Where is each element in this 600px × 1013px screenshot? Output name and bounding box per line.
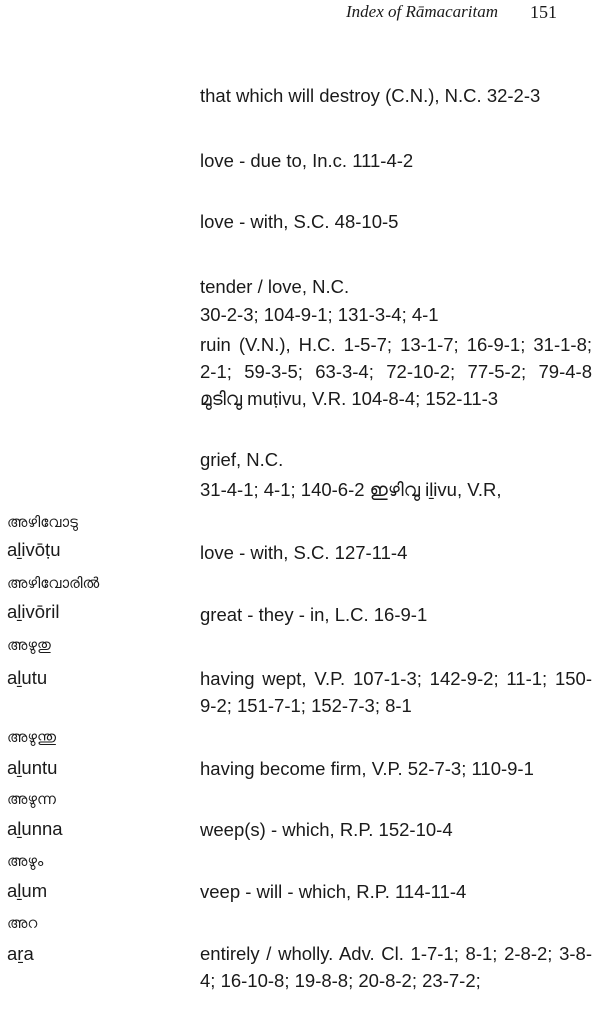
headword-definition: love - with, S.C. 127-11-4 (200, 542, 408, 563)
running-title: Index of Rāmacaritam (346, 2, 499, 21)
headword-transliteration: aṟa (7, 943, 34, 964)
headword-definition: entirely / wholly. Adv. Cl. 1-7-1; 8-1; 2-8-2; 3-8-4; 16-10-8; 19-8-8; 20-8-2; 23-7-2; (200, 943, 592, 991)
headword-malayalam: അഴിവോടു (7, 513, 78, 531)
page-number: 151 (530, 2, 557, 22)
headword-malayalam: അഴുതു (7, 636, 51, 654)
definition-destroy: that which will destroy (C.N.), N.C. 32-2-3 (200, 85, 541, 106)
page-header (0, 2, 600, 26)
definition-grief-refs: 31-4-1; 4-1; 140-6-2 ഇഴിവു iḻivu, V.R, (200, 479, 502, 500)
headword-definition: veep - will - which, R.P. 114-11-4 (200, 881, 467, 902)
headword-malayalam: അഴും (7, 852, 44, 870)
definition-tender-love: tender / love, N.C. (200, 276, 350, 297)
headword-malayalam: അഴിവോരിൽ (7, 574, 100, 592)
headword-transliteration: aḻuntu (7, 757, 58, 778)
definition-ruin: ruin (V.N.), H.C. 1-5-7; 13-1-7; 16-9-1; 31-1-8; 2-1; 59-3-5; 63-3-4; 72-10-2; 77-5-2; 79-4-8 മുടിവു muṭivu, V.R. 104-8-4; 152-11-3 (200, 334, 592, 409)
headword-definition: weep(s) - which, R.P. 152-10-4 (200, 819, 453, 840)
headword-definition: great - they - in, L.C. 16-9-1 (200, 604, 428, 625)
headword-definition: having become firm, V.P. 52-7-3; 110-9-1 (200, 758, 534, 779)
definition-love-with: love - with, S.C. 48-10-5 (200, 211, 399, 232)
headword-transliteration: aḻutu (7, 667, 48, 688)
headword-malayalam: അറ (7, 914, 38, 932)
definition-grief: grief, N.C. (200, 449, 284, 470)
headword-transliteration: aḻivōṭu (7, 539, 61, 560)
headword-transliteration: aḻunna (7, 818, 63, 839)
headword-transliteration: aḻum (7, 880, 48, 901)
headword-definition: having wept, V.P. 107-1-3; 142-9-2; 11-1; 150-9-2; 151-7-1; 152-7-3; 8-1 (200, 668, 592, 716)
definition-love-due-to: love - due to, In.c. 111-4-2 (200, 150, 414, 171)
definition-tender-love-refs: 30-2-3; 104-9-1; 131-3-4; 4-1 (200, 304, 439, 325)
headword-malayalam: അഴുന്ന (7, 790, 56, 808)
headword-malayalam: അഴുന്തു (7, 728, 57, 746)
headword-transliteration: aḻivōril (7, 601, 60, 622)
